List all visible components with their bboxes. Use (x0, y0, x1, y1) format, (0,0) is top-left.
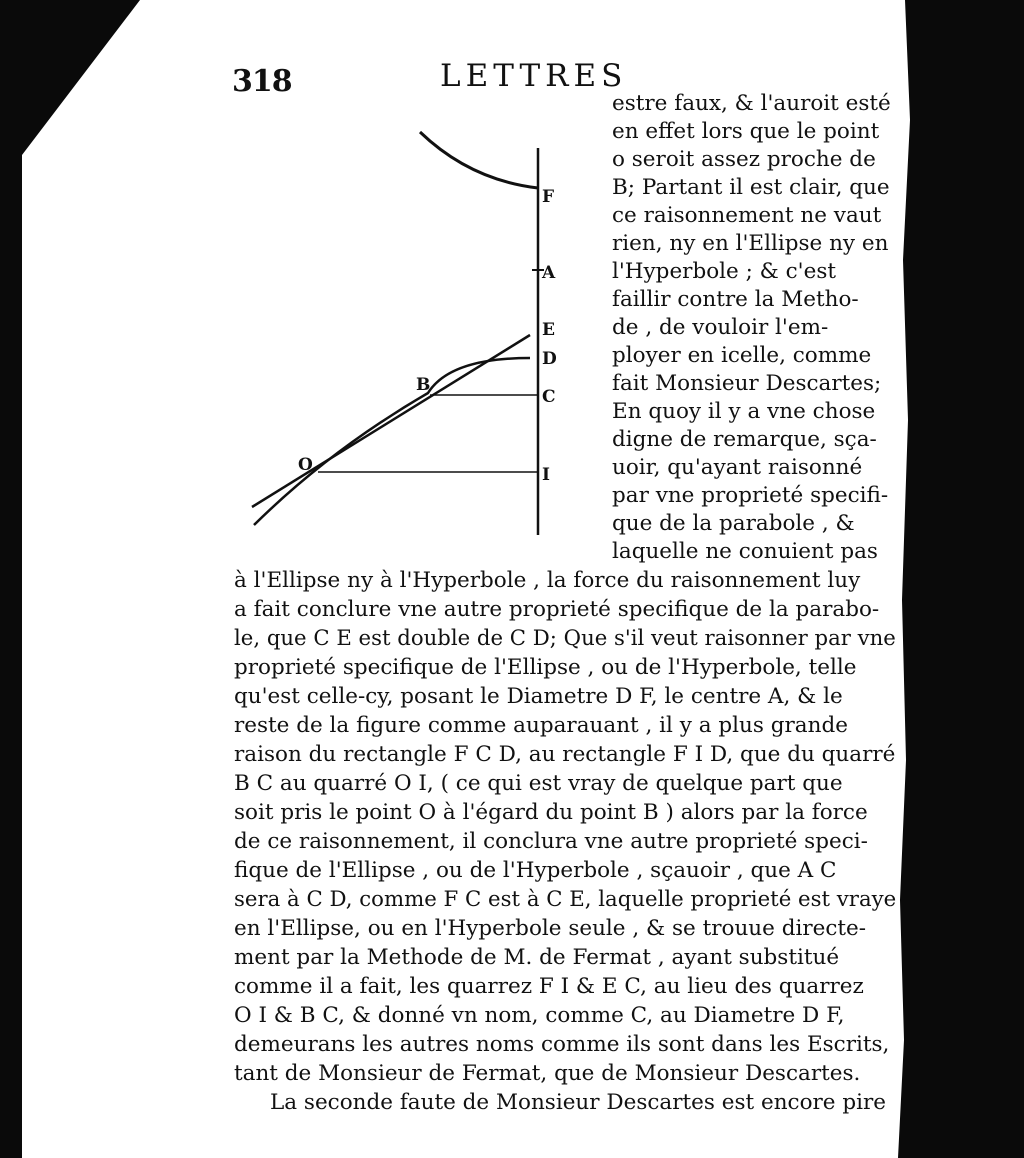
text-line: estre faux, & l'auroit esté (612, 91, 891, 116)
text-line: proprieté specifique de l'Ellipse , ou de l'Hyperbole, telle (234, 655, 857, 680)
text-line: o seroit assez proche de (612, 147, 876, 172)
text-line: En quoy il y a vne chose (612, 399, 876, 424)
text-line: en effet lors que le point (612, 119, 880, 144)
text-line: comme il a fait, les quarrez F I & E C, au lieu des quarrez (234, 974, 864, 999)
text-line: soit pris le point O à l'égard du point B ) alors par la force (234, 800, 868, 825)
label-f: F (542, 187, 555, 207)
text-line: le, que C E est double de C D; Que s'il veut raisonner par vne (234, 626, 896, 651)
text-line: B C au quarré O I, ( ce qui est vray de quelque part que (234, 771, 843, 796)
text-line: fait Monsieur Descartes; (612, 371, 882, 396)
text-line: ployer en icelle, comme (612, 343, 872, 368)
text-line: tant de Monsieur de Fermat, que de Monsieur Descartes. (234, 1061, 861, 1086)
text-line: qu'est celle-cy, posant le Diametre D F, le centre A, & le (234, 684, 843, 709)
text-line: par vne proprieté specifi- (612, 483, 889, 508)
page-number: 318 (232, 64, 292, 99)
text-line: ce raisonnement ne vaut (612, 203, 882, 228)
text-line: raison du rectangle F C D, au rectangle F I D, que du quarré (234, 742, 896, 767)
label-c: C (542, 387, 556, 407)
text-line: ment par la Methode de M. de Fermat , ayant substitué (234, 945, 840, 970)
text-line: fique de l'Ellipse , ou de l'Hyperbole , sçauoir , que A C (234, 858, 837, 883)
text-line: de , de vouloir l'em- (612, 315, 829, 340)
text-line: laquelle ne conuient pas (612, 539, 878, 564)
label-o: O (298, 455, 313, 475)
text-line: de ce raisonnement, il conclura vne autre proprieté speci- (234, 829, 868, 854)
text-line: demeurans les autres noms comme ils sont dans les Escrits, (234, 1032, 890, 1057)
text-line: La seconde faute de Monsieur Descartes est encore pire (270, 1090, 887, 1115)
text-line: l'Hyperbole ; & c'est (612, 259, 836, 284)
label-i: I (542, 465, 550, 485)
text-line: digne de remarque, sça- (612, 427, 877, 452)
label-e: E (542, 320, 555, 340)
text-line: à l'Ellipse ny à l'Hyperbole , la force du raisonnement luy (234, 568, 861, 593)
upper-curve (420, 132, 538, 188)
text-line: rien, ny en l'Ellipse ny en (612, 231, 889, 256)
text-line: en l'Ellipse, ou en l'Hyperbole seule , & se trouue directe- (234, 916, 867, 941)
text-line: reste de la figure comme auparauant , il y a plus grande (234, 713, 848, 738)
geometry-figure (240, 120, 600, 550)
text-line: que de la parabole , & (612, 511, 855, 536)
text-line: O I & B C, & donné vn nom, comme C, au Diametre D F, (234, 1003, 845, 1028)
text-line: sera à C D, comme F C est à C E, laquelle proprieté est vraye (234, 887, 897, 912)
lower-curve (254, 358, 530, 525)
label-d: D (542, 349, 557, 369)
text-line: a fait conclure vne autre proprieté specifique de la parabo- (234, 597, 880, 622)
text-line: faillir contre la Metho- (612, 287, 859, 312)
text-line: B; Partant il est clair, que (612, 175, 890, 200)
label-a: A (542, 263, 556, 283)
running-head: LETTRES (440, 58, 628, 94)
text-line: uoir, qu'ayant raisonné (612, 455, 863, 480)
label-b: B (416, 375, 431, 395)
